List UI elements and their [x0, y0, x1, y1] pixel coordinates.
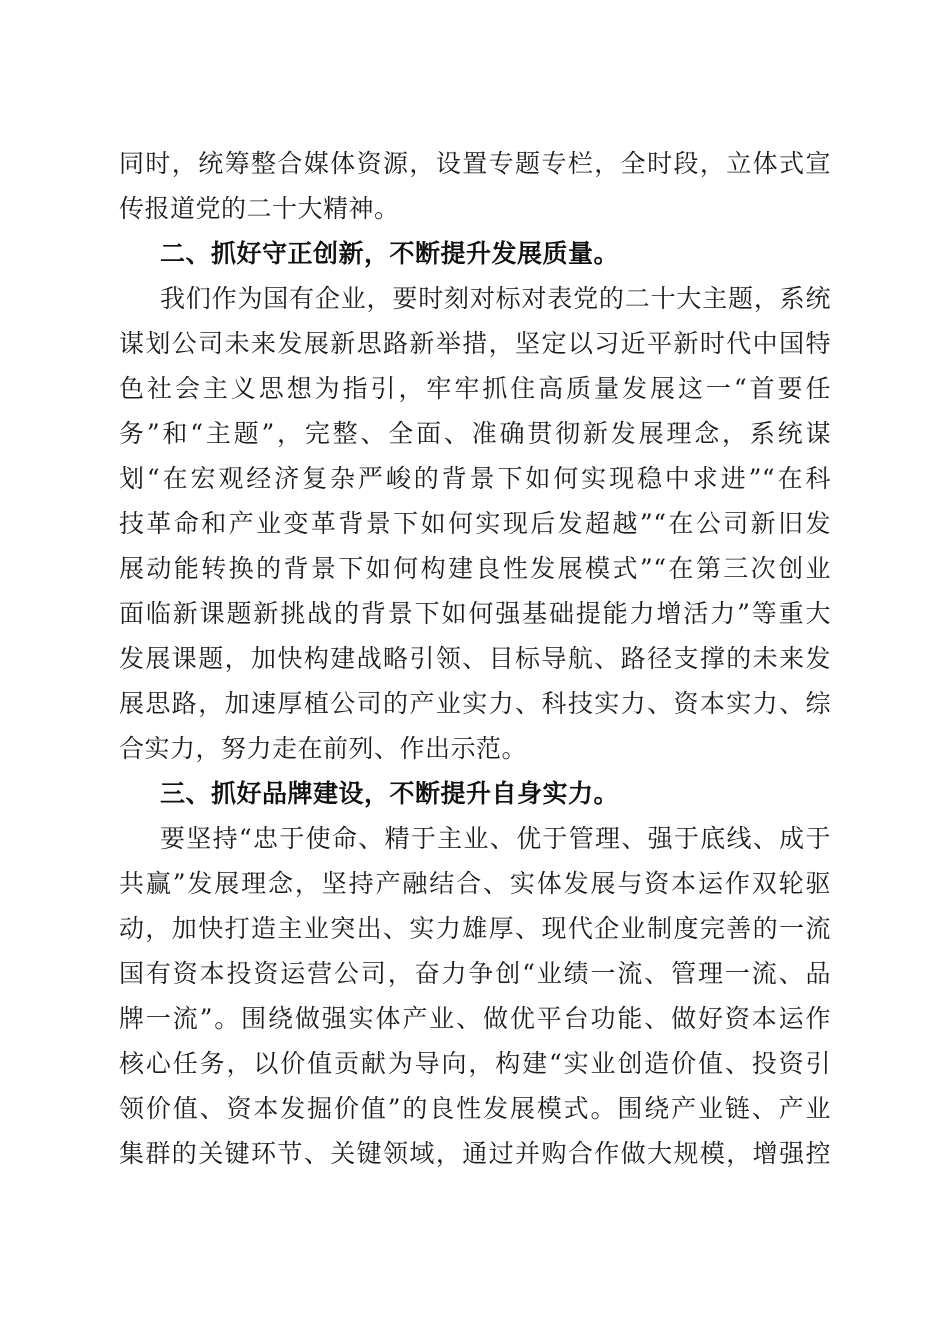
paragraph-line: 展思路，加速厚植公司的产业实力、科技实力、资本实力、综	[119, 689, 831, 718]
paragraph-line: 共赢”发展理念，坚持产融结合、实体发展与资本运作双轮驱	[119, 869, 831, 898]
paragraph-line: 同时，统筹整合媒体资源，设置专题专栏，全时段，立体式宣	[119, 149, 831, 178]
paragraph-line: 动，加快打造主业突出、实力雄厚、现代企业制度完善的一流	[119, 914, 831, 943]
paragraph-line: 合实力，努力走在前列、作出示范。	[119, 734, 528, 763]
paragraph-line: 发展课题，加快构建战略引领、目标导航、路径支撑的未来发	[119, 644, 831, 673]
paragraph-line: 领价值、资本发掘价值”的良性发展模式。围绕产业链、产业	[119, 1094, 831, 1123]
paragraph-line: 要坚持“忠于使命、精于主业、优于管理、强于底线、成于	[160, 824, 831, 853]
paragraph-line: 色社会主义思想为指引，牢牢抓住高质量发展这一“首要任	[119, 374, 831, 403]
paragraph-line: 核心任务，以价值贡献为导向，构建“实业创造价值、投资引	[119, 1049, 831, 1078]
section-heading-2: 二、抓好守正创新，不断提升发展质量。	[160, 239, 620, 268]
section-heading-3: 三、抓好品牌建设，不断提升自身实力。	[160, 779, 620, 808]
paragraph-line: 技革命和产业变革背景下如何实现后发超越”“在公司新旧发	[119, 509, 831, 538]
paragraph-line: 牌一流”。围绕做强实体产业、做优平台功能、做好资本运作	[119, 1004, 831, 1033]
paragraph-line: 展动能转换的背景下如何构建良性发展模式”“在第三次创业	[119, 554, 831, 583]
paragraph-line: 谋划公司未来发展新思路新举措，坚定以习近平新时代中国特	[119, 329, 831, 358]
paragraph-line: 划“在宏观经济复杂严峻的背景下如何实现稳中求进”“在科	[119, 464, 831, 493]
paragraph-line: 传报道党的二十大精神。	[119, 194, 400, 223]
paragraph-line: 务”和“主题”，完整、全面、准确贯彻新发展理念，系统谋	[119, 419, 831, 448]
paragraph-line: 我们作为国有企业，要时刻对标对表党的二十大主题，系统	[160, 284, 831, 313]
paragraph-line: 国有资本投资运营公司，奋力争创“业绩一流、管理一流、品	[119, 959, 831, 988]
paragraph-line: 面临新课题新挑战的背景下如何强基础提能力增活力”等重大	[119, 599, 831, 628]
paragraph-line: 集群的关键环节、关键领域，通过并购合作做大规模，增强控	[119, 1139, 831, 1168]
